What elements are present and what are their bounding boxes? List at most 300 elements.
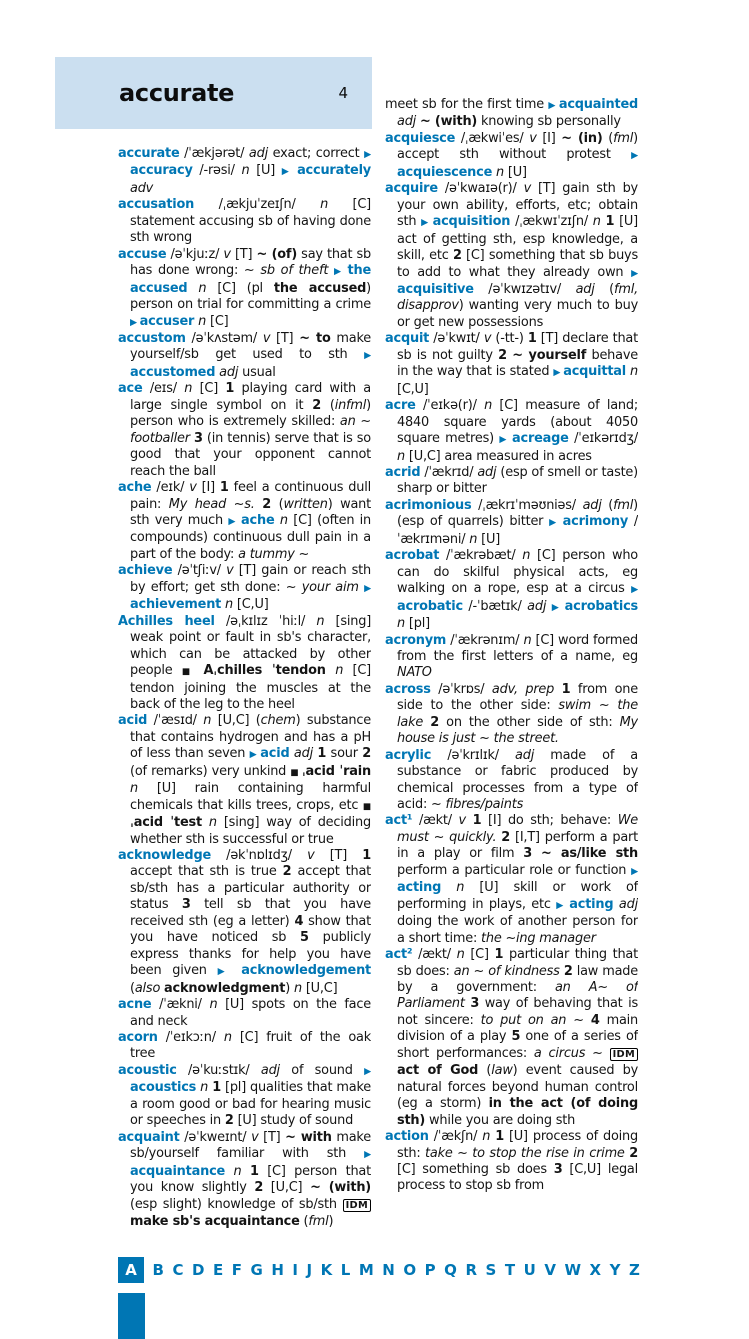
text-run: [U] [477, 531, 501, 547]
italic-text: n [482, 1129, 491, 1145]
headword: acrid [385, 464, 421, 480]
text-run: [C] something that sb buys to add to what they already own [397, 248, 638, 280]
text-run: /eɪs/ [142, 381, 185, 397]
arrow-icon: ▶ [553, 367, 564, 379]
text-run: /ˌækwiˈes/ [455, 130, 530, 146]
headword: acquit [385, 331, 430, 347]
text-run: [U] study of sound [233, 1113, 354, 1129]
bold-text: 1 [362, 848, 371, 864]
text-run: feel a continuous dull pain: [130, 480, 371, 512]
arrow-icon: ▶ [499, 434, 513, 446]
derived-word: acrobatic [397, 598, 463, 614]
bold-text: 1 [527, 331, 537, 347]
text-run: [pl] [404, 616, 430, 632]
italic-text: My house is just ~ the street. [397, 714, 638, 747]
italic-text: adj [397, 114, 417, 130]
index-letter-n: N [382, 1261, 395, 1279]
text-run: publicly express thanks for help you have been given [130, 930, 371, 979]
bold-text: 2 [452, 248, 462, 264]
headword: act¹ [385, 813, 413, 829]
arrow-icon: ▶ [364, 1149, 371, 1161]
bold-text: ~ as/like sth [540, 846, 638, 862]
italic-text: n [397, 616, 405, 632]
headword: acorn [118, 1030, 158, 1046]
italic-text: to put on an ~ [480, 1012, 584, 1028]
bold-text: ~ (with) [419, 114, 478, 130]
bold-text: 2 [501, 829, 511, 845]
compound-bullet-icon: ■ [181, 667, 204, 678]
italic-text: n [225, 597, 234, 613]
bold-text: 1 [494, 947, 504, 963]
bold-text: 2 [312, 397, 321, 413]
derived-word: acreage [512, 431, 569, 447]
headword: acronym [385, 632, 447, 648]
text-run: ( [478, 1063, 492, 1079]
italic-text: swim ~ the lake [397, 698, 638, 730]
bold-text: 1 [212, 1080, 221, 1096]
headword: accuse [118, 246, 167, 262]
text-run: [sing] weak point or fault in sb's character, which can be attacked by other people [130, 613, 371, 679]
headword: acne [118, 997, 152, 1013]
text-run: [C] word formed from the first letters of a name, eg [397, 632, 638, 664]
text-run: ) substance that contains hydrogen and has a pH of less than seven [130, 713, 371, 762]
headword: acquire [385, 181, 438, 197]
text-run: ) person who is extremely skilled: [130, 397, 371, 430]
text-run: /ˈækrənɪm/ [446, 632, 524, 648]
bold-text: 1 [249, 1163, 259, 1179]
text-run [532, 846, 541, 861]
bold-text: 3 [181, 897, 191, 913]
text-run: /ˌækjuˈzeɪʃn/ [194, 197, 321, 213]
dictionary-entry [118, 480, 371, 563]
text-run: /ˈæsɪd/ [147, 713, 204, 729]
text-run: main division of a play [397, 1012, 638, 1045]
index-letter-a: A [118, 1257, 144, 1283]
italic-text: also [134, 980, 161, 996]
index-letter-l: L [340, 1261, 351, 1279]
italic-text: adj [260, 1062, 280, 1078]
text-run: /əˌkɪlɪz ˈhiːl/ [214, 613, 317, 629]
italic-text: n [241, 163, 250, 179]
italic-text: We must ~ quickly. [397, 813, 638, 845]
derived-word: ache [241, 512, 275, 528]
index-letter-y: Y [609, 1261, 621, 1279]
derived-word: acquaintance [130, 1163, 226, 1179]
dictionary-entry [385, 181, 638, 331]
text-run: [C] something sb does [397, 1162, 554, 1177]
italic-text: adj [219, 364, 239, 380]
text-run: [C] [192, 381, 226, 397]
dictionary-entry [385, 465, 638, 498]
italic-text: n [397, 448, 405, 464]
dictionary-entry [385, 813, 638, 947]
text-run: [C] person who can do skilful physical acts, eg walking on a rope, esp at a circus [397, 548, 638, 597]
text-run: [T] [258, 1129, 286, 1145]
text-run [603, 1046, 610, 1061]
compound-bullet-icon: ■ [362, 801, 371, 812]
headword: accurate [118, 146, 180, 161]
italic-text: v [189, 480, 197, 496]
text-run: ) [328, 1214, 334, 1229]
arrow-icon: ▶ [228, 515, 242, 527]
italic-text: n [316, 613, 325, 629]
bold-text: 2 [430, 714, 439, 730]
italic-text: NATO [397, 665, 432, 681]
italic-text: fml, disapprov [397, 281, 638, 314]
text-run: [U] [504, 164, 527, 180]
text-run: ) [285, 980, 294, 996]
derived-word: acoustics [130, 1080, 197, 1096]
index-letter-x: X [589, 1261, 602, 1279]
arrow-icon: ▶ [281, 166, 298, 178]
text-run: ) accept sth without protest [397, 130, 638, 163]
page-header [55, 57, 372, 129]
text-run: /əˈkuːstɪk/ [176, 1062, 261, 1078]
bold-text: make sb's acquaintance [130, 1214, 300, 1229]
text-run: ( [130, 980, 135, 996]
arrow-icon: ▶ [249, 749, 261, 761]
italic-text: written [283, 496, 328, 512]
headword: ace [118, 381, 143, 397]
text-run: /ˈækʃn/ [428, 1129, 483, 1145]
text-run: /-ˈbætɪk/ [462, 598, 528, 614]
bold-text: 1 [605, 214, 615, 230]
index-letter-j: J [306, 1261, 313, 1279]
italic-text: chem [260, 713, 296, 729]
bold-text: 1 [219, 480, 229, 496]
text-run: meet sb for the first time [385, 97, 549, 112]
italic-text: an ~ footballer [130, 414, 371, 446]
dictionary-entry [118, 197, 371, 246]
italic-text: n [293, 980, 302, 996]
italic-text: ~ your aim [285, 579, 359, 595]
dictionary-entry [118, 381, 371, 480]
index-letter-d: D [192, 1261, 205, 1279]
dictionary-entry [118, 614, 371, 714]
bold-text: 2 [362, 746, 371, 762]
text-run: [pl] qualities that make a room good or bad for hearing music or speeches in [130, 1080, 371, 1129]
dictionary-entry [118, 247, 371, 331]
derived-word: accuser [139, 313, 195, 329]
arrow-icon: ▶ [364, 1065, 371, 1077]
italic-text: n [223, 1030, 232, 1046]
index-letter-e: E [212, 1261, 224, 1279]
italic-text: infml [334, 397, 367, 413]
text-run: /ˈeɪkɔːn/ [157, 1030, 224, 1046]
italic-text: n [320, 197, 329, 213]
text-run: ) person on trial for committing a crime [130, 280, 371, 313]
index-letter-c: C [172, 1261, 184, 1279]
derived-word: acquiescence [397, 164, 493, 180]
text-run [187, 281, 198, 296]
text-run: (esp slight) knowledge of sb/sth [130, 1196, 343, 1212]
text-run: show that you have noticed sb [130, 913, 371, 946]
bold-text: Aˌchilles ˈtendon [203, 663, 326, 679]
arrow-icon: ▶ [130, 316, 140, 328]
arrow-icon: ▶ [364, 582, 371, 594]
text-run: knowing sb personally [477, 114, 621, 130]
text-run: law made by a government: [397, 963, 638, 996]
text-run: [C] fruit of the oak tree [130, 1030, 371, 1062]
text-run: [U,C] ( [211, 713, 261, 729]
text-run: sour [326, 746, 363, 762]
text-run: /əˈtʃiːv/ [172, 563, 227, 579]
text-run: [U] rain containing harmful chemicals that kills trees, crops, etc [130, 781, 371, 813]
bold-text: 2 [629, 1145, 638, 1161]
derived-word: acrobatics [564, 598, 638, 614]
italic-text: n [198, 280, 207, 296]
italic-text: fml [308, 1214, 329, 1229]
italic-text: fml [613, 497, 634, 513]
italic-text: n [456, 947, 465, 963]
italic-text: n [200, 1080, 209, 1096]
dictionary-entry [385, 682, 638, 748]
right-column [385, 97, 638, 1251]
text-run: [C] (pl [206, 280, 274, 296]
text-run: /ækt/ [412, 813, 459, 829]
italic-text: n [522, 548, 531, 564]
text-run [242, 1164, 250, 1179]
text-run: (-tt-) [491, 331, 528, 347]
dictionary-entry [118, 563, 371, 613]
dictionary-entry [118, 146, 371, 197]
left-column [118, 146, 371, 1252]
text-run: [U] process of doing sth: [397, 1129, 638, 1161]
dictionary-entry [385, 947, 638, 1129]
text-run: /ˈeɪkə(r)/ [415, 398, 485, 414]
headword: acrobat [385, 548, 440, 564]
dictionary-entry [385, 331, 638, 398]
italic-text: take ~ to stop the rise in crime [425, 1145, 625, 1161]
bold-text: 5 [511, 1029, 521, 1045]
bold-text: 3 [470, 996, 480, 1012]
italic-text: v [226, 563, 234, 579]
text-run: accept that sb/sth has a particular authority or status [130, 864, 371, 913]
text-run: ) (esp of quarrels) bitter [397, 497, 638, 530]
text-run: ( [601, 497, 614, 513]
bold-text: 3 [523, 846, 533, 862]
headword: action [385, 1129, 429, 1145]
text-run: [C] person that you know slightly [130, 1163, 371, 1196]
text-run: /əˈkwaɪə(r)/ [437, 181, 524, 197]
bold-text: ˌacid ˈrain [301, 763, 371, 779]
bold-text: 2 [563, 963, 573, 979]
text-run: playing card with a large single symbol on it [130, 381, 371, 413]
index-letter-f: F [231, 1261, 242, 1279]
bold-text: the accused [273, 280, 367, 296]
italic-text: v [262, 330, 271, 346]
italic-text: v [529, 130, 537, 146]
text-run: [T] [230, 246, 257, 262]
text-run: [C] (often in compounds) continuous dull pain in a part of the body: [130, 512, 371, 562]
text-run: of sound [279, 1062, 365, 1078]
arrow-icon: ▶ [364, 350, 371, 362]
headword: acre [385, 398, 416, 414]
text-run: doing the work of another person for a short time: [397, 914, 638, 946]
alphabet-index [118, 1256, 640, 1284]
dictionary-entry [118, 1130, 371, 1231]
index-letter-h: H [271, 1261, 284, 1279]
text-run: say that sb has done wrong: [130, 246, 371, 279]
italic-text: n [496, 164, 505, 180]
bold-text: ~ (with) [310, 1180, 371, 1196]
text-run: while you are doing sth [425, 1112, 576, 1128]
bold-text: 2 [224, 1113, 234, 1129]
text-run: make yourself/sb get used to sth [130, 330, 371, 363]
text-run: /ˌækwɪˈzɪʃn/ [510, 214, 593, 230]
derived-word: acrimony [562, 514, 629, 530]
dictionary-entry [385, 633, 638, 682]
text-run: [C,U] [397, 381, 429, 397]
text-run: /əˈkjuːz/ [166, 246, 224, 262]
index-letter-p: P [424, 1261, 436, 1279]
italic-text: adj [515, 747, 535, 763]
dictionary-entry [118, 997, 371, 1030]
derived-word: accuracy [130, 163, 193, 179]
text-run: /əˈkweɪnt/ [179, 1129, 252, 1145]
text-run: /ˈeɪkərɪdʒ/ [568, 431, 638, 447]
text-run: ) want sth very much [130, 496, 371, 528]
text-run: particular thing that sb does: [397, 947, 638, 979]
text-run: make sb/yourself familiar with sth [130, 1129, 371, 1162]
italic-text: fml [613, 130, 634, 146]
text-run: usual [238, 364, 276, 380]
derived-word: the accused [130, 263, 371, 296]
headword: accustom [118, 330, 186, 346]
text-run: [C,U] legal process to stop sb from [397, 1162, 638, 1194]
headword: achieve [118, 563, 173, 579]
headword: acknowledge [118, 848, 212, 864]
index-letter-m: M [358, 1261, 374, 1279]
arrow-icon: ▶ [556, 899, 570, 911]
text-run [584, 1013, 591, 1028]
italic-text: n [130, 781, 138, 797]
italic-text: n [209, 997, 218, 1013]
italic-text: n [469, 531, 478, 547]
italic-text: n [456, 880, 465, 896]
text-run: [C] measure of land; 4840 square yards (about 4050 square metres) [397, 398, 638, 447]
text-run: [U] act of getting sth, esp knowledge, a skill, etc [397, 214, 638, 264]
text-run: [U,C] [263, 1180, 311, 1196]
text-run: exact; correct [267, 146, 365, 161]
derived-word: acid [260, 746, 290, 762]
italic-text: n [484, 398, 493, 414]
italic-text: ~ sb of theft [243, 263, 329, 279]
italic-text: an A~ of Parliament [397, 980, 638, 1012]
dictionary-entry [118, 713, 371, 848]
bold-text: ~ to [299, 330, 331, 346]
text-run [441, 880, 456, 895]
text-run [225, 1164, 233, 1179]
arrow-icon: ▶ [364, 149, 371, 160]
bold-text: 2 [254, 1180, 264, 1196]
page-number: 4 [338, 84, 348, 102]
text-run: [sing] way of deciding whether sth is successful or true [130, 815, 371, 847]
derived-word: acquittal [563, 364, 627, 380]
dictionary-entry [118, 331, 371, 381]
text-run: [U] spots on the face and neck [130, 997, 371, 1029]
text-run [554, 682, 562, 697]
text-run: /ˈækni/ [151, 997, 210, 1013]
italic-text: n [233, 1163, 242, 1179]
bold-text: 1 [472, 813, 482, 829]
bold-text: ~ with [285, 1129, 332, 1145]
bold-text: 2 [262, 496, 272, 512]
index-letter-q: Q [444, 1261, 457, 1279]
arrow-icon: ▶ [551, 601, 565, 613]
arrow-icon: ▶ [421, 217, 433, 229]
guide-word: accurate [119, 79, 235, 107]
bold-text: ˌacid ˈtest [130, 815, 202, 831]
italic-text: adj [575, 281, 595, 297]
italic-text: ~ fibres/paints [431, 797, 524, 813]
text-run: [C] [206, 313, 229, 329]
text-run: from one side to the other side: [397, 681, 638, 714]
text-run: (of remarks) very unkind [130, 763, 291, 779]
text-run: [U,C] area measured in acres [404, 448, 592, 464]
text-run: way of behaving that is not sincere: [397, 996, 638, 1028]
text-run: /ˈækjərət/ [179, 146, 249, 161]
index-letter-i: I [292, 1261, 298, 1279]
text-run: [I,T] perform a part in a play or film [397, 829, 638, 862]
dictionary-entry [118, 1063, 371, 1130]
bold-text: 4 [294, 913, 304, 929]
text-run: /əˈkrɒs/ [430, 681, 492, 697]
derived-word: acquisitive [397, 281, 474, 297]
dictionary-entry [118, 1030, 371, 1063]
bold-text: act of God [397, 1063, 479, 1079]
text-run: /əˈkwɪzətɪv/ [473, 281, 576, 297]
text-run: [C] [464, 947, 495, 963]
text-run: accept that sth is true [130, 864, 283, 880]
italic-text: a tummy ~ [238, 546, 310, 562]
index-letter-w: W [564, 1261, 581, 1279]
text-run: made of a substance or fabric produced by chemical processes from a type of acid: [397, 747, 638, 813]
arrow-icon: ▶ [548, 100, 559, 111]
bold-text: 1 [495, 1129, 504, 1145]
text-run: [T] declare that sb is not guilty [397, 331, 638, 363]
bold-text: ~ (in) [561, 130, 603, 146]
headword: acrimonious [385, 497, 472, 513]
italic-text: adj [618, 896, 638, 912]
text-run: ) event caused by natural forces beyond human control (eg a storm) [397, 1063, 638, 1112]
text-run: on the other side of sth: [439, 714, 620, 730]
dictionary-entry [385, 548, 638, 632]
derived-word: acknowledgement [241, 963, 371, 979]
text-run: /ækt/ [412, 947, 457, 963]
bold-text: 5 [300, 930, 309, 946]
italic-text: adj [527, 598, 547, 614]
arrow-icon: ▶ [631, 865, 638, 877]
text-run: perform a particular role or function [397, 862, 632, 878]
bold-text: 1 [225, 381, 235, 397]
text-run: (in tennis) serve that is so good that your opponent cannot reach the ball [130, 430, 371, 479]
italic-text: adv, prep [491, 681, 555, 697]
dictionary-entry [385, 97, 638, 131]
bold-text: 1 [561, 681, 571, 697]
text-run: [T] gain or reach sth by effort; get sth done: [130, 563, 371, 595]
italic-text: an ~ of kindness [453, 963, 560, 979]
text-run: [T] gain sth by your own ability, efforts, etc; obtain sth [397, 181, 638, 230]
text-run: /-rəsi/ [192, 163, 242, 179]
bold-text: 1 [317, 746, 327, 762]
text-run: /ˈækrɪd/ [420, 464, 478, 480]
text-run: [U] [249, 163, 282, 179]
text-run: ( [271, 496, 284, 512]
bold-text: 2 [498, 347, 507, 363]
headword: Achilles heel [118, 613, 215, 629]
text-run: [C] statement accusing sb of having done sth wrong [130, 197, 371, 246]
